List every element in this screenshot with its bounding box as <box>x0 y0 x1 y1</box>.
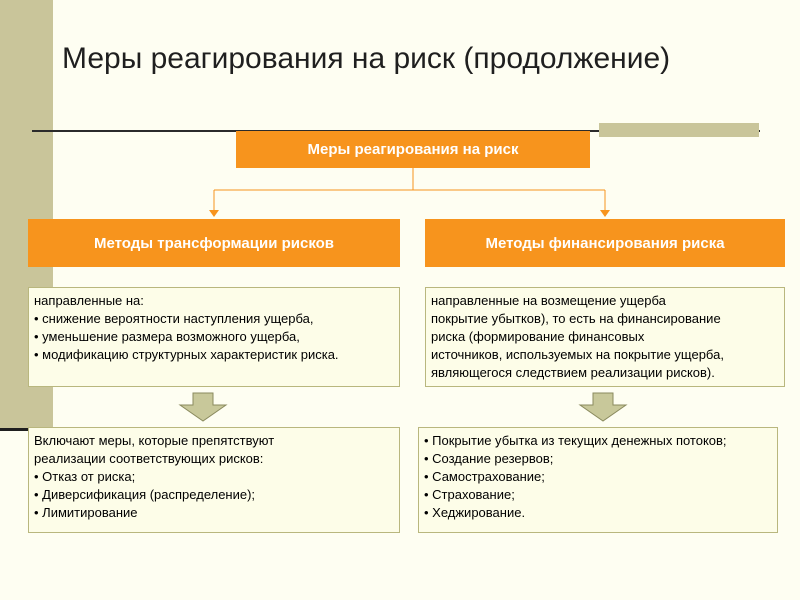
left-arrowhead <box>209 210 219 217</box>
right-down-arrow-icon <box>580 393 626 421</box>
left-down-arrow-icon <box>180 393 226 421</box>
left-header-box: Методы трансформации рисков <box>28 219 400 267</box>
right-arrowhead <box>600 210 610 217</box>
left-description-box: направленные на: • снижение вероятности наступления ущерба, • уменьшение размера возможного ущерба, • модификацию структурных характеристик риска. <box>28 287 400 387</box>
right-header-box: Методы финансирования риска <box>425 219 785 267</box>
left-measures-box: Включают меры, которые препятствуют реализации соответствующих рисков: • Отказ от риска; • Диверсификация (распределение); • Лимитирование <box>28 427 400 533</box>
root-box: Меры реагирования на риск <box>236 131 590 168</box>
right-description-box: направленные на возмещение ущерба покрытие убытков), то есть на финансирование риска (формирование финансовых источников, используемых на покрытие ущерба, являющегося следствием реализации рисков). <box>425 287 785 387</box>
right-measures-box: • Покрытие убытка из текущих денежных потоков; • Создание резервов; • Самострахование; • Страхование; • Хеджирование. <box>418 427 778 533</box>
slide-title: Меры реагирования на риск (продолжение) <box>62 42 671 75</box>
